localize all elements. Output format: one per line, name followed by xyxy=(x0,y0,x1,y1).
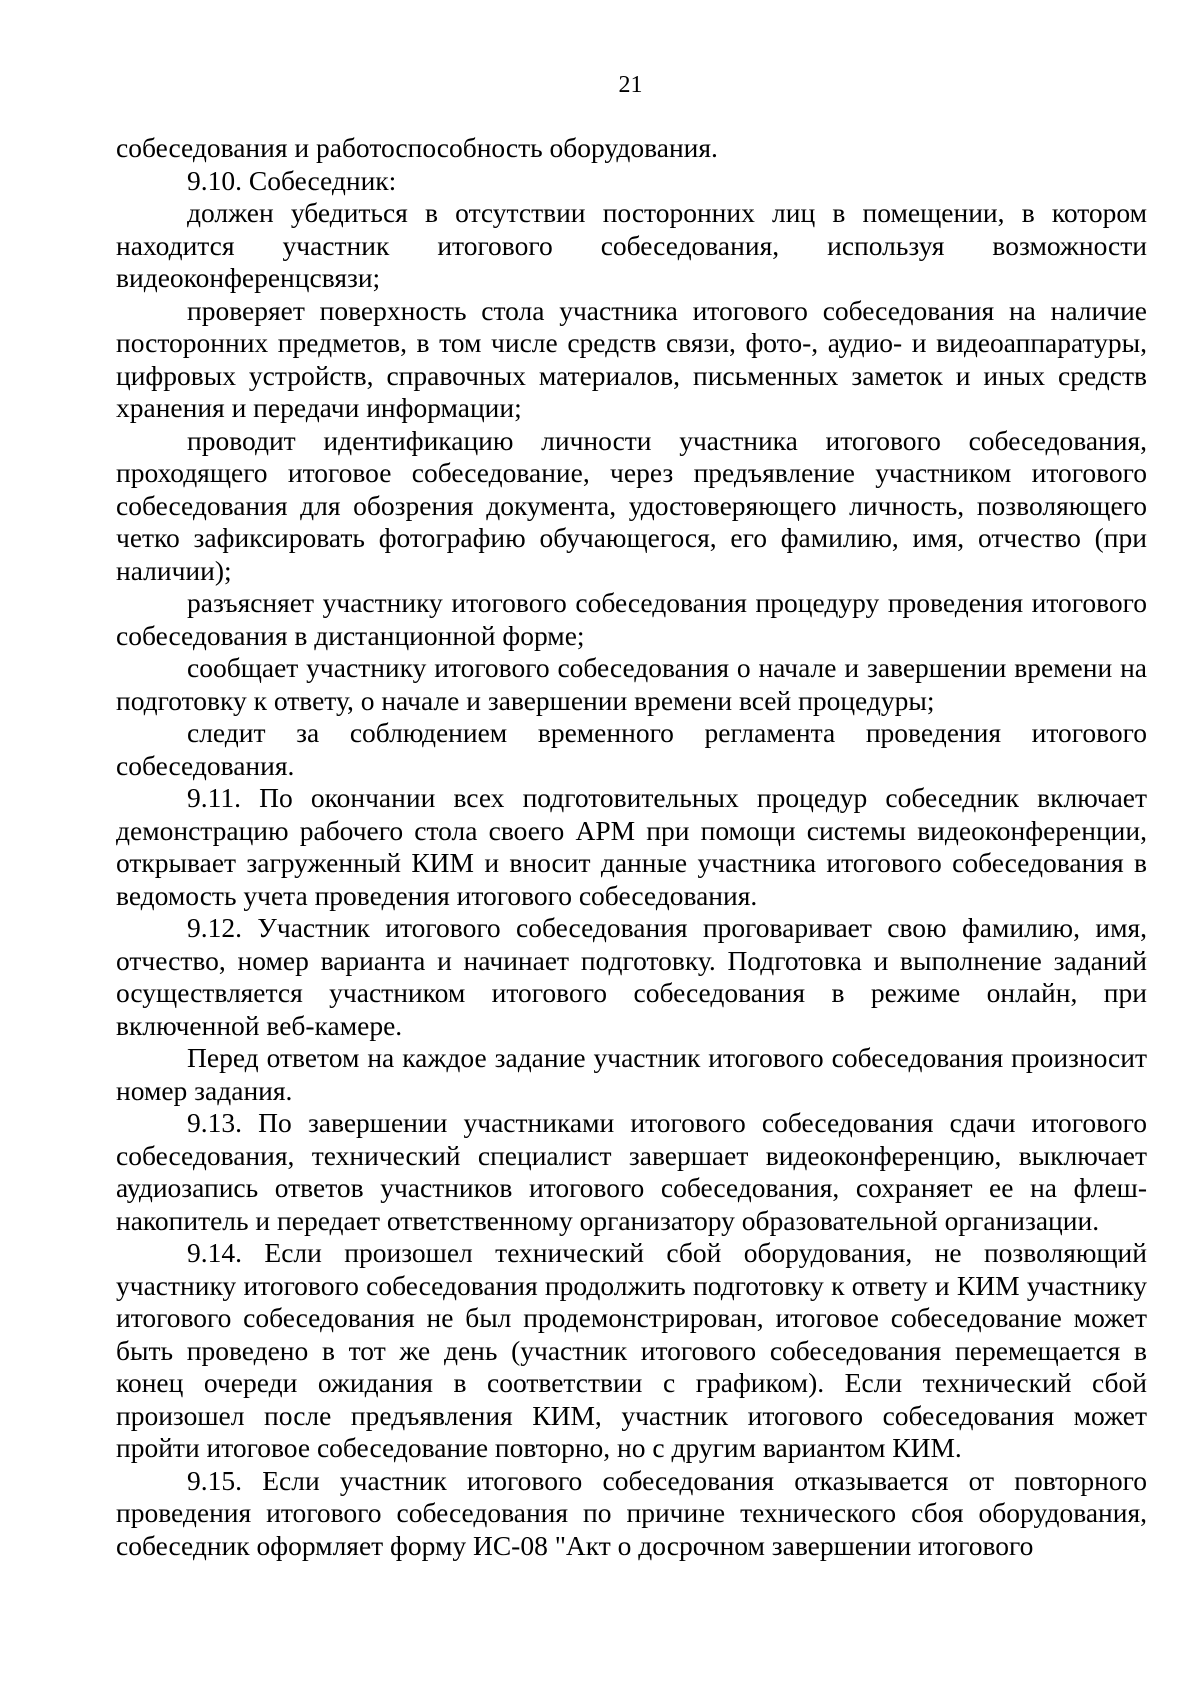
section-9-15: 9.15. Если участник итогового собеседования отказывается от повторного проведения итогового собеседования по причине технического сбоя оборудования, собеседник оформляет форму ИС-08 "Акт о досрочном завершении итогового xyxy=(116,1464,1147,1561)
paragraph-check-room: должен убедиться в отсутствии посторонних лиц в помещении, в котором находится участник итогового собеседования, используя возможности видеоконференцсвязи; xyxy=(116,197,1147,293)
section-9-11: 9.11. По окончании всех подготовительных процедур собеседник включает демонстрацию рабочего стола своего АРМ при помощи системы видеоконференции, открывает загруженный КИМ и вносит данные участника итогового собеседования в ведомость учета проведения итогового собеседования. xyxy=(116,782,1147,911)
section-9-14: 9.14. Если произошел технический сбой оборудования, не позволяющий участнику итогового собеседования продолжить подготовку к ответу и КИМ участнику итогового собеседования не был продемонстрирован, итоговое собеседование может быть проведено в тот же день (участник итогового собеседования перемещается в конец очереди ожидания в соответствии с графиком). Если технический сбой произошел после предъявления КИМ, участник итогового собеседования может пройти итоговое собеседование повторно, но с другим вариантом КИМ. xyxy=(116,1237,1147,1463)
paragraph-check-desk: проверяет поверхность стола участника итогового собеседования на наличие посторонних предметов, в том числе средств связи, фото-, аудио- и видеоаппаратуры, цифровых устройств, справочных материалов, письменных заметок и иных средств хранения и передачи информации; xyxy=(116,294,1147,423)
section-9-12: 9.12. Участник итогового собеседования проговаривает свою фамилию, имя, отчество, номер варианта и начинает подготовку. Подготовка и выполнение заданий осуществляется участником итогового собеседования в режиме онлайн, при включенной веб-камере. xyxy=(116,912,1147,1041)
paragraph-time-regulation: следит за соблюдением временного регламента проведения итогового собеседования. xyxy=(116,717,1147,781)
paragraph-task-number: Перед ответом на каждое задание участник итогового собеседования произносит номер задания. xyxy=(116,1042,1147,1106)
paragraph-announce-time: сообщает участнику итогового собеседования о начале и завершении времени на подготовку к ответу, о начале и завершении времени всей процедуры; xyxy=(116,652,1147,716)
paragraph-continuation: собеседования и работоспособность оборудования. xyxy=(116,132,718,163)
page-number: 21 xyxy=(618,72,643,98)
paragraph-explain-procedure: разъясняет участнику итогового собеседования процедуру проведения итогового собеседования в дистанционной форме; xyxy=(116,587,1147,651)
section-9-13: 9.13. По завершении участниками итогового собеседования сдачи итогового собеседования, технический специалист завершает видеоконференцию, выключает аудиозапись ответов участников итогового собеседования, сохраняет ее на флеш-накопитель и передает ответственному организатору образовательной организации. xyxy=(116,1107,1147,1236)
paragraph-identification: проводит идентификацию личности участника итогового собеседования, проходящего итоговое собеседование, через предъявление участником итогового собеседования для обозрения документа, удостоверяющего личность, позволяющего четко зафиксировать фотографию обучающегося, его фамилию, имя, отчество (при наличии); xyxy=(116,424,1147,586)
section-9-10-heading: 9.10. Собеседник: xyxy=(187,164,397,196)
document-body xyxy=(116,132,1147,1562)
